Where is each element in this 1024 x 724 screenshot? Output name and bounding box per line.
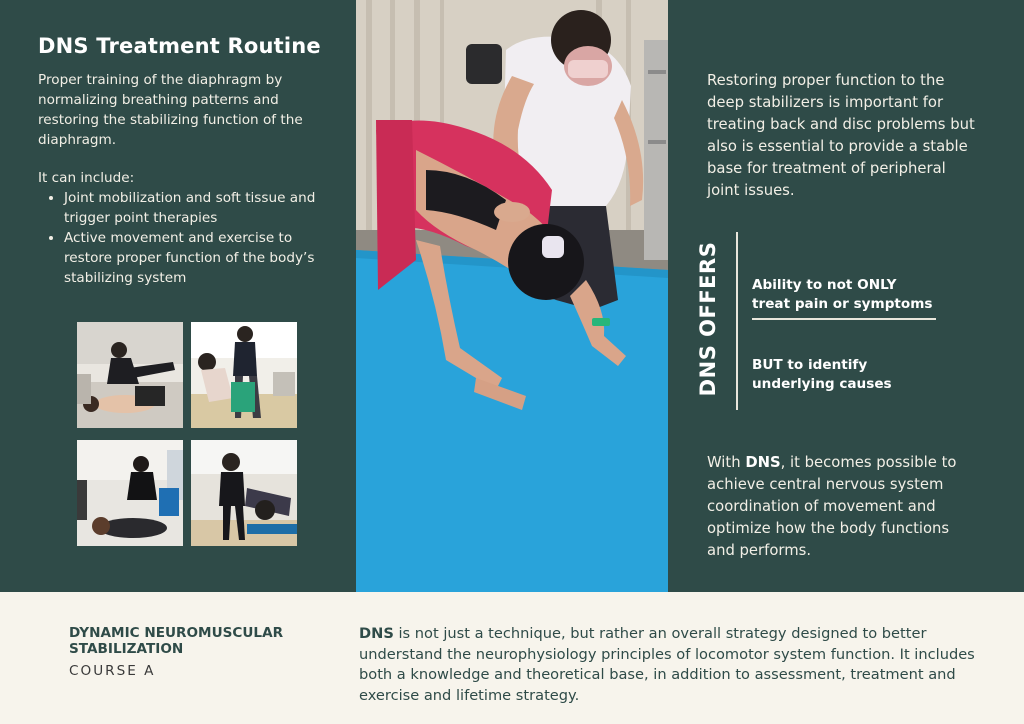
course-subtitle: COURSE A bbox=[69, 663, 156, 679]
list-item: • Active movement and exercise to restore proper function of the body’s stabilizing system bbox=[64, 228, 338, 288]
dns-offers-label-box bbox=[695, 232, 721, 406]
course-title: DYNAMIC NEUROMUSCULAR STABILIZATION bbox=[69, 625, 284, 657]
offer-2 bbox=[752, 356, 952, 394]
right-bottom-paragraph bbox=[707, 452, 977, 562]
bottom-rest: , it becomes possible to achieve central nervous system coordination of movement and optimize how the body functions and performs. bbox=[707, 454, 957, 559]
offer-2-line-2: underlying causes bbox=[752, 376, 892, 392]
left-column bbox=[38, 34, 338, 288]
section-title: DNS Treatment Routine bbox=[38, 34, 321, 58]
main-photo bbox=[356, 0, 668, 592]
treatment-list bbox=[38, 188, 338, 288]
intro-paragraph: Proper training of the diaphragm by normalizing breathing patterns and restoring the stabilizing function of the diaphragm. bbox=[38, 72, 303, 148]
vertical-divider bbox=[736, 232, 738, 410]
thumbnail-photo-3 bbox=[77, 440, 183, 546]
dns-offers-label: DNS OFFERS bbox=[696, 241, 720, 397]
list-intro: It can include: bbox=[38, 170, 135, 186]
list-item: • Joint mobilization and soft tissue and trigger point therapies bbox=[64, 188, 338, 228]
dns-bold: DNS bbox=[745, 454, 781, 471]
offer-2-line-1: BUT to identify bbox=[752, 357, 868, 373]
footer-paragraph bbox=[359, 624, 987, 706]
footer-text-rest: is not just a technique, but rather an overall strategy designed to better understand the neurophysiology principles of locomotor system function. It includes both a knowledge and theoretical base, in addition to assessment, treatment and exercise and lifetime strategy. bbox=[359, 625, 975, 704]
offer-1 bbox=[752, 276, 952, 314]
thumbnail-photo-4 bbox=[191, 440, 297, 546]
bottom-prefix: With bbox=[707, 454, 746, 471]
offer-1-line-1: Ability to not ONLY bbox=[752, 277, 897, 293]
thumbnail-photo-1 bbox=[77, 322, 183, 428]
offer-1-line-2: treat pain or symptoms bbox=[752, 296, 933, 312]
right-top-paragraph: Restoring proper function to the deep stabilizers is important for treating back and disc problems but also is essential to provide a stable base for treatment of peripheral joint issues. bbox=[707, 72, 975, 199]
thumbnail-photo-2 bbox=[191, 322, 297, 428]
footer-dns-bold: DNS bbox=[359, 625, 394, 642]
offer-divider bbox=[752, 318, 936, 320]
